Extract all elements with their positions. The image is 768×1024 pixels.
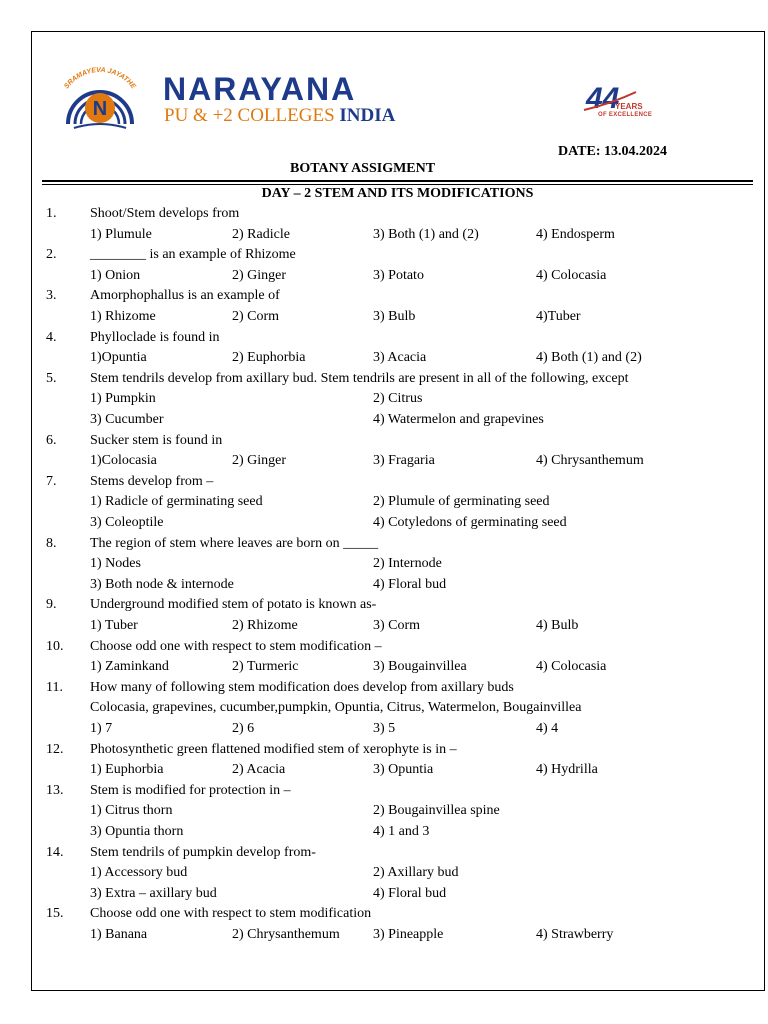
question-row (0, 843, 768, 863)
question-row (0, 534, 768, 554)
option: 4) Both (1) and (2) (536, 350, 642, 366)
option: 1) Banana (90, 927, 148, 942)
badge-tagline: OF EXCELLENCE (598, 112, 653, 118)
question-text: Sucker stem is found in (90, 432, 223, 448)
option: 1) Pumpkin (90, 391, 156, 407)
question-text: Shoot/Stem develops from (90, 206, 240, 221)
question-row (0, 245, 768, 265)
option: 3) Extra – axillary bud (90, 885, 217, 901)
option: 1) Nodes (90, 556, 141, 572)
question-row (0, 369, 768, 389)
option: 2) Citrus (373, 391, 423, 407)
options-row (0, 657, 768, 677)
options-row (0, 554, 768, 574)
question-number: 12. (46, 741, 64, 757)
option: 3) Opuntia (373, 762, 434, 778)
brand-subtitle-b: INDIA (339, 105, 396, 126)
option: 1) 7 (90, 721, 113, 736)
options-row (0, 492, 768, 512)
header-rule-thin (42, 184, 753, 185)
question-text: Amorphophallus is an example of (90, 288, 280, 304)
question-text: Stem is modified for protection in – (90, 782, 291, 798)
question-row (0, 431, 768, 451)
question-text: Stem tendrils of pumpkin develop from- (90, 844, 316, 860)
brand-subtitle (164, 106, 395, 125)
option: 3) Bulb (373, 309, 416, 324)
logo-motto: SRAMAYEVA JAYATHE (63, 66, 137, 91)
options-row (0, 801, 768, 821)
narayana-logo-icon (46, 64, 154, 134)
header-rule (42, 180, 753, 182)
question-row (0, 472, 768, 492)
option: 3) Pineapple (373, 927, 444, 942)
option: 3) Bougainvillea (373, 659, 467, 675)
option: 3) Acacia (373, 350, 427, 366)
option: 2) Turmeric (232, 659, 299, 675)
options-row (0, 719, 768, 739)
question-number: 2. (46, 247, 57, 263)
options-row (0, 348, 768, 368)
question-number: 10. (46, 638, 64, 654)
question-row (0, 781, 768, 801)
badge-years: YEARS (615, 102, 643, 111)
options-row (0, 307, 768, 327)
option: 3) Both node & internode (90, 576, 234, 592)
option: 4) Cotyledons of germinating seed (373, 515, 567, 530)
question-number: 3. (46, 288, 57, 304)
question-number: 7. (46, 473, 57, 489)
option: 1) Accessory bud (90, 865, 188, 881)
question-number: 8. (46, 535, 57, 551)
options-row (0, 616, 768, 636)
option: 1) Plumule (90, 226, 152, 242)
option: 4) Chrysanthemum (536, 453, 644, 469)
option: 3) Opuntia thorn (90, 824, 184, 839)
option: 2) Internode (373, 556, 442, 572)
option: 4) Endosperm (536, 226, 615, 242)
options-row (0, 266, 768, 286)
option: 3) Fragaria (373, 453, 435, 469)
option: 1) Citrus thorn (90, 803, 173, 819)
option: 1)Colocasia (90, 453, 157, 469)
question-row (0, 678, 768, 698)
option: 2) Acacia (232, 762, 286, 778)
option: 3) Cucumber (90, 412, 164, 427)
option: 4) Hydrilla (536, 762, 598, 778)
question-text: How many of following stem modification does develop from axillary buds (90, 679, 514, 695)
question-text: The region of stem where leaves are born on _____ (90, 535, 379, 551)
option: 2) Corm (232, 309, 280, 324)
topic-heading: DAY – 2 STEM AND ITS MODIFICATIONS (261, 186, 534, 201)
option: 2) 6 (232, 721, 255, 736)
question-row (0, 740, 768, 760)
option: 2) Rhizome (232, 618, 298, 633)
options-row (0, 513, 768, 533)
option: 1) Euphorbia (90, 762, 164, 778)
options-row (0, 389, 768, 409)
option: 2) Euphorbia (232, 350, 306, 366)
option: 4) 1 and 3 (373, 824, 430, 839)
option: 3) Both (1) and (2) (373, 226, 479, 242)
question-text: Phylloclade is found in (90, 329, 220, 345)
options-row (0, 225, 768, 245)
question-number: 1. (46, 206, 57, 221)
question-row (0, 904, 768, 924)
option: 1) Onion (90, 267, 141, 283)
question-number: 5. (46, 370, 57, 386)
assignment-title: BOTANY ASSIGMENT (290, 161, 436, 176)
option: 4) Floral bud (373, 885, 447, 901)
question-text: Choose odd one with respect to stem modification (90, 906, 372, 922)
options-row (0, 410, 768, 430)
option: 4) Watermelon and grapevines (373, 412, 544, 427)
option: 1) Tuber (90, 618, 138, 633)
option: 4) Bulb (536, 618, 579, 633)
brand-name: NARAYANA (163, 71, 357, 107)
option: 2) Bougainvillea spine (373, 803, 500, 819)
question-text: Underground modified stem of potato is known as- (90, 597, 377, 613)
question-extra-text: Colocasia, grapevines, cucumber,pumpkin, Opuntia, Citrus, Watermelon, Bougainvillea (90, 700, 582, 716)
option: 2) Chrysanthemum (232, 927, 340, 942)
option: 4) Colocasia (536, 267, 607, 283)
option: 2) Ginger (232, 267, 287, 283)
question-number: 13. (46, 782, 64, 798)
option: 3) Coleoptile (90, 515, 164, 530)
options-row (0, 863, 768, 883)
option: 3) Corm (373, 618, 421, 633)
option: 1) Rhizome (90, 309, 156, 324)
question-number: 11. (46, 679, 63, 695)
option: 1)Opuntia (90, 350, 147, 366)
question-number: 4. (46, 329, 57, 345)
option: 1) Zaminkand (90, 659, 169, 675)
option: 4)Tuber (536, 309, 581, 324)
option: 4) Colocasia (536, 659, 607, 675)
option: 4) Floral bud (373, 576, 447, 592)
options-row (0, 760, 768, 780)
question-text: Stem tendrils develop from axillary bud. Stem tendrils are present in all of the following, except (90, 370, 629, 386)
assignment-date: DATE: 13.04.2024 (558, 144, 668, 159)
question-extra-row (0, 698, 768, 718)
options-row (0, 451, 768, 471)
option: 2) Axillary bud (373, 865, 459, 881)
question-number: 14. (46, 844, 64, 860)
option: 2) Ginger (232, 453, 287, 469)
option: 4) 4 (536, 721, 559, 736)
question-number: 6. (46, 432, 57, 448)
question-row (0, 637, 768, 657)
svg-text:SRAMAYEVA JAYATHE (63, 67, 137, 91)
question-text: Choose odd one with respect to stem modification – (90, 638, 382, 654)
question-text: ________ is an example of Rhizome (90, 247, 296, 263)
options-row (0, 822, 768, 842)
question-row (0, 595, 768, 615)
options-row (0, 575, 768, 595)
question-text: Photosynthetic green flattened modified stem of xerophyte is in – (90, 741, 457, 757)
option: 2) Plumule of germinating seed (373, 494, 550, 510)
question-text: Stems develop from – (90, 473, 214, 489)
question-row (0, 328, 768, 348)
option: 3) Potato (373, 267, 424, 283)
logo-letter: N (92, 98, 108, 120)
option: 2) Radicle (232, 226, 290, 242)
option: 3) 5 (373, 721, 396, 736)
option: 1) Radicle of germinating seed (90, 494, 263, 510)
options-row (0, 925, 768, 945)
question-number: 15. (46, 906, 64, 922)
question-row (0, 286, 768, 306)
question-number: 9. (46, 597, 57, 613)
options-row (0, 884, 768, 904)
option: 4) Strawberry (536, 927, 614, 942)
question-row (0, 204, 768, 224)
brand-subtitle-a: PU & +2 COLLEGES (164, 105, 340, 126)
badge-number: 44 (586, 82, 620, 115)
